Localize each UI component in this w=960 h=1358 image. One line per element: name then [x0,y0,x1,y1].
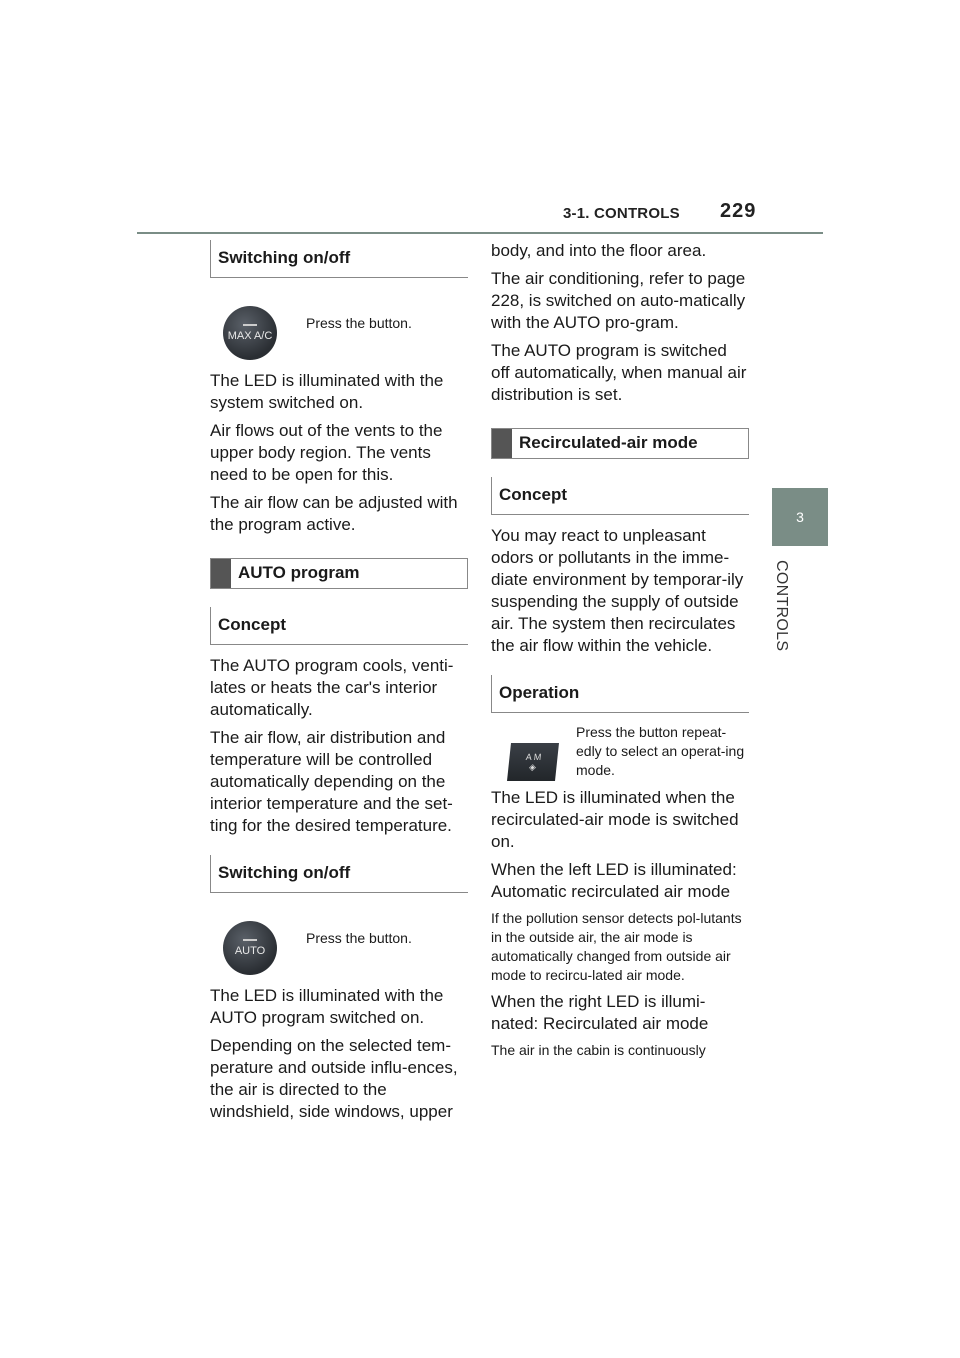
max-ac-button-icon [223,306,277,360]
chapter-number: 3 [796,509,804,525]
paragraph: You may react to unpleasant odors or pollutants in the imme-diate environment by temporar-ily suspending the supply of outside air. The system then recirculates the air flow within the vehicle. [491,526,744,655]
paragraph: body, and into the floor area. [491,241,707,260]
heading-concept: Concept [210,607,468,645]
auto-row [223,921,468,975]
header-divider [137,232,823,234]
page-number: 229 [720,200,757,222]
max-ac-row [223,306,468,360]
chapter-tab [772,488,828,546]
max-ac-label: MAX A/C [227,330,273,342]
chapter-label: CONTROLS [773,560,790,652]
recirc-caption: Press the button repeat-edly to select an operat-ing mode. [576,724,745,778]
heading-auto-program [210,558,468,589]
recirculation-button-icon [507,743,559,781]
auto-caption: Press the button. [306,930,412,946]
paragraph: The LED is illuminated with the system switched on. [210,371,444,412]
note: If the pollution sensor detects pol-lutants in the outside air, the air mode is automatically changed from outside air mode to recircu-lated air mode. [491,910,742,983]
paragraph: The air flow, air distribution and temperature will be controlled automatically depending on the interior temperature and the set-ting for the desired temperature. [210,728,453,835]
paragraph: The AUTO program is switched off automatically, when manual air distribution is set. [491,341,747,404]
left-column [210,240,468,1129]
auto-label: AUTO [234,945,266,957]
recirc-row [509,723,749,781]
heading-recirculated-air-mode [491,428,749,459]
paragraph: The air flow can be adjusted with the program active. [210,493,458,534]
paragraph: The AUTO program cools, venti-lates or heats the car's interior automatically. [210,656,454,719]
paragraph: The air conditioning, refer to page 228, is switched on auto-matically with the AUTO pro-gram. [491,269,746,332]
paragraph: When the left LED is illuminated: Automatic recirculated air mode [491,860,737,901]
paragraph: Depending on the selected tem-perature and outside influ-ences, the air is directed to the windshield, side windows, upper [210,1036,458,1121]
heading-switching-on-off: Switching on/off [210,855,468,893]
heading-text: Recirculated-air mode [519,433,698,452]
heading-text: AUTO program [238,563,360,582]
note: The air in the cabin is continuously [491,1042,706,1058]
heading-switching-on-off: Switching on/off [210,240,468,278]
heading-operation: Operation [491,675,749,713]
paragraph: The LED is illuminated when the recirculated-air mode is switched on. [491,788,739,851]
paragraph: When the right LED is illumi-nated: Recirculated air mode [491,992,709,1033]
recirc-label: A M [525,751,542,762]
heading-concept: Concept [491,477,749,515]
section-title: 3-1. CONTROLS [563,205,680,222]
paragraph: Air flows out of the vents to the upper body region. The vents need to be open for this. [210,421,443,484]
right-column [491,240,749,1066]
max-ac-caption: Press the button. [306,315,412,331]
auto-button-icon [223,921,277,975]
paragraph: The LED is illuminated with the AUTO program switched on. [210,986,444,1027]
car-icon: ◈ [528,761,537,772]
